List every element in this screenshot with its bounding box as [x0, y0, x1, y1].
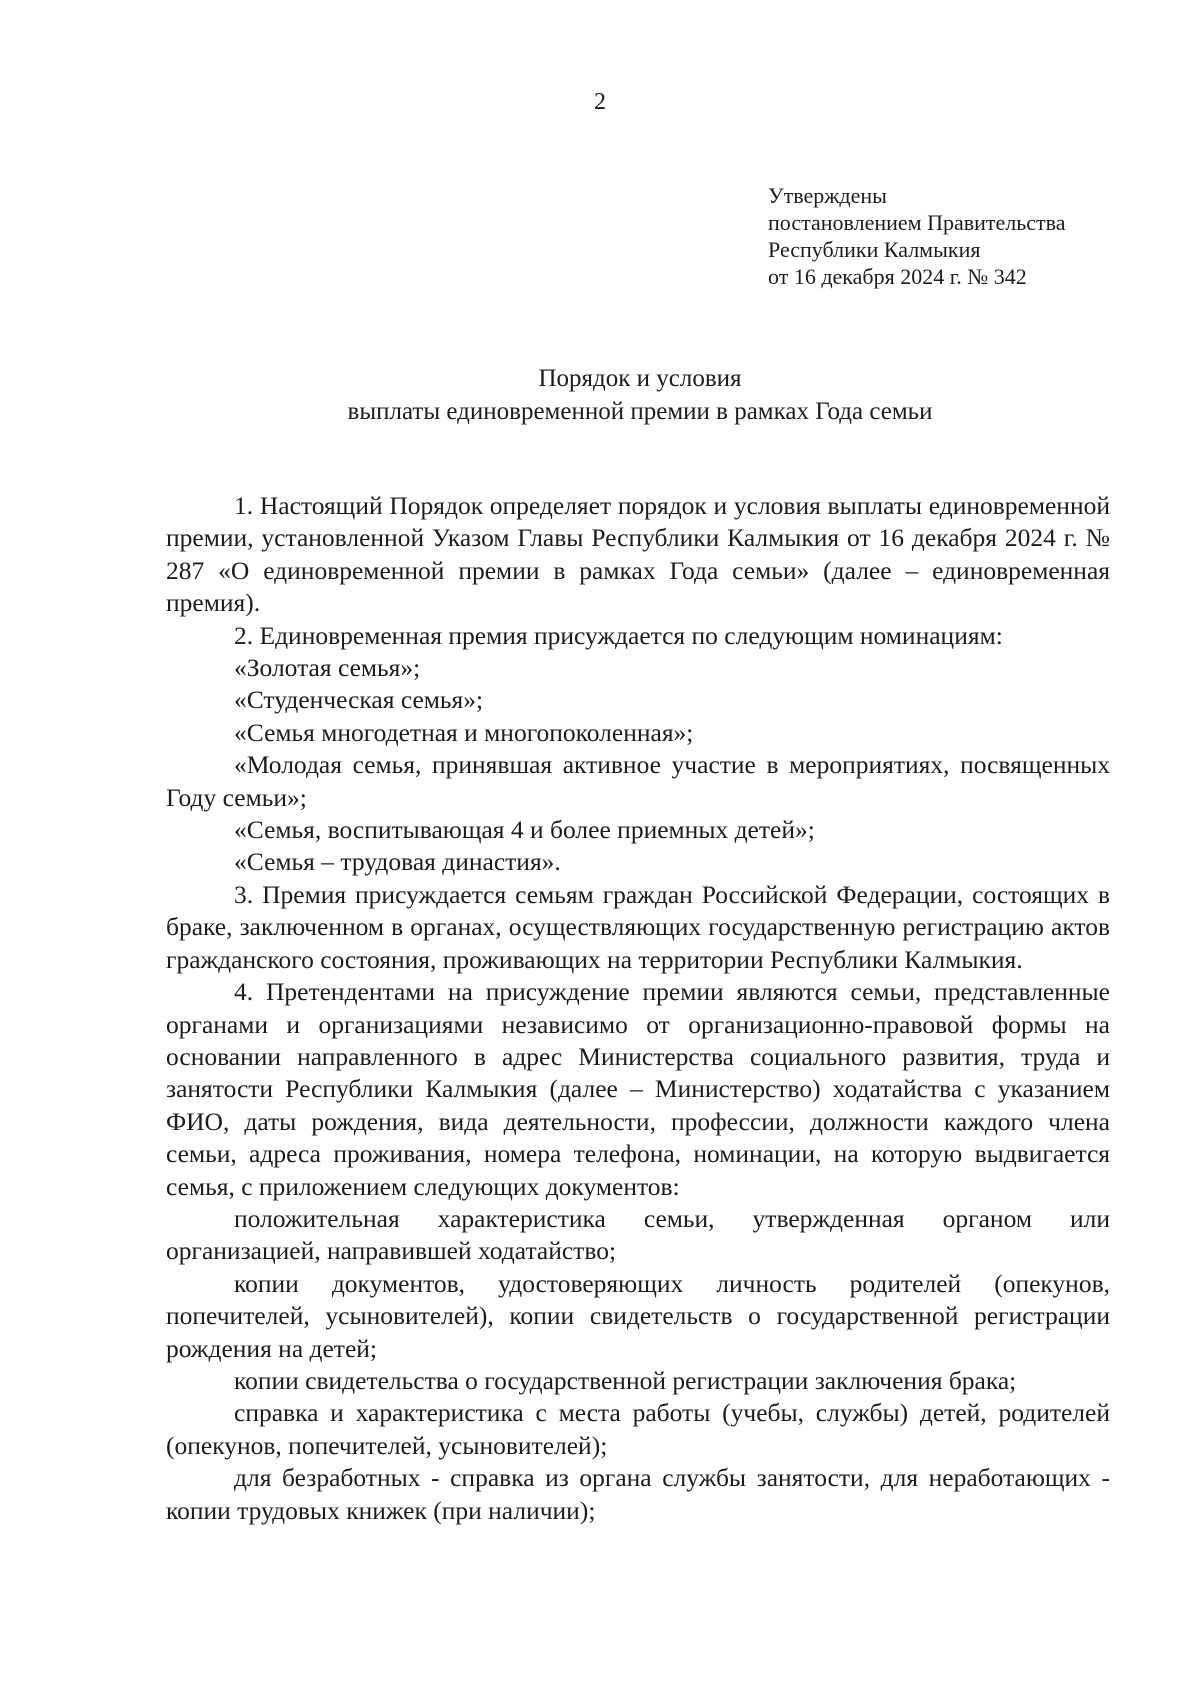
list-item: «Студенческая семья»; — [234, 685, 484, 715]
paragraph: 4. Претендентами на присуждение премии являются семьи, представленные органами и организациями независимо от организационно-правовой формы на основании направленного в адрес Министерства социального развития, труда и занятости Республики Калмыкия (далее – Министерство) ходатайства с указанием ФИО, даты рождения, вида деятельности, профессии, должности каждого члена семьи, адреса проживания, номера телефона, номинации, на которую выдвигается семья, с приложением следующих документов: — [166, 977, 1110, 1201]
list-item: для безработных - справка из органа службы занятости, для неработающих - копии трудовых книжек (при наличии); — [166, 1463, 1110, 1525]
page-number: 2 — [594, 89, 606, 115]
list-item: «Молодая семья, принявшая активное участие в мероприятиях, посвященных Году семьи»; — [166, 750, 1110, 812]
document-body — [166, 490, 1110, 1527]
paragraph: 1. Настоящий Порядок определяет порядок и условия выплаты единовременной премии, установленной Указом Главы Республики Калмыкия от 16 декабря 2024 г. № 287 «О единовременной премии в рамках Года семьи» (далее – единовременная премия). — [166, 491, 1110, 618]
paragraph: 2. Единовременная премия присуждается по следующим номинациям: — [234, 620, 1003, 650]
approval-line: Республики Калмыкия — [768, 237, 981, 262]
list-item: «Семья – трудовая династия». — [234, 847, 561, 877]
title-line: Порядок и условия — [538, 365, 742, 392]
list-item: «Семья, воспитывающая 4 и более приемных детей»; — [234, 815, 815, 845]
list-item: «Золотая семья»; — [234, 653, 421, 683]
list-item: копии свидетельства о государственной регистрации заключения брака; — [234, 1365, 1017, 1395]
approval-line: постановлением Правительства — [768, 210, 1066, 235]
title-line: выплаты единовременной премии в рамках Года семьи — [347, 398, 933, 425]
list-item: копии документов, удостоверяющих личность родителей (опекунов, попечителей, усыновителей), копии свидетельств о государственной регистрации рождения на детей; — [166, 1268, 1110, 1363]
list-item: «Семья многодетная и многопоколенная»; — [234, 717, 694, 747]
approval-line: от 16 декабря 2024 г. № 342 — [768, 264, 1027, 289]
list-item: положительная характеристика семьи, утвержденная органом или организацией, направившей ходатайство; — [166, 1203, 1110, 1266]
approval-stamp-block — [768, 182, 1168, 290]
document-title — [0, 362, 1200, 428]
list-item: справка и характеристика с места работы (учебы, службы) детей, родителей (опекунов, попечителей, усыновителей); — [166, 1398, 1110, 1460]
approval-line: Утверждены — [768, 183, 887, 208]
paragraph: 3. Премия присуждается семьям граждан Российской Федерации, состоящих в браке, заключенном в органах, осуществляющих государственную регистрацию актов гражданского состояния, проживающих на территории Республики Калмыкия. — [166, 879, 1110, 974]
